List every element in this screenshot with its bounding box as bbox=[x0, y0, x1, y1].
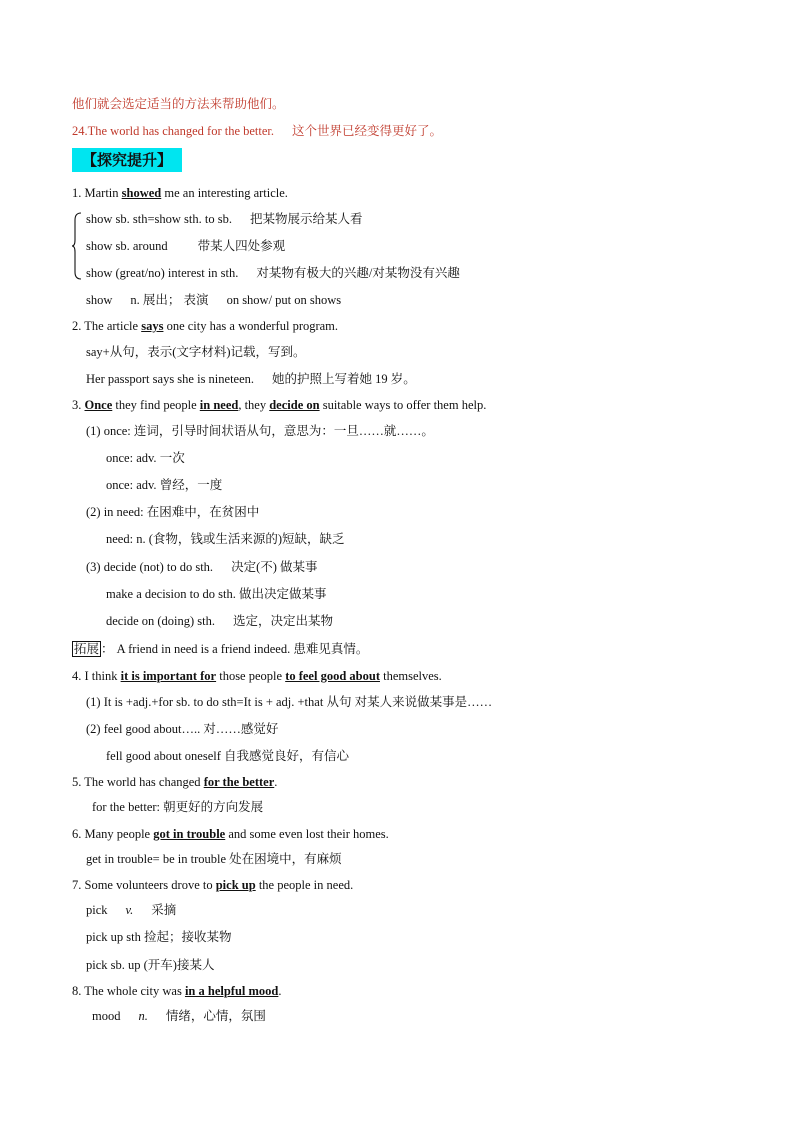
intro-line-24 bbox=[72, 123, 442, 139]
text: (1) once: bbox=[86, 424, 131, 438]
item-5-sentence bbox=[72, 774, 277, 790]
item-3-point-1 bbox=[86, 423, 434, 439]
item-number: 3. bbox=[72, 398, 82, 412]
item-1-sub-4 bbox=[86, 292, 341, 308]
text: on show/ put on shows bbox=[226, 293, 342, 307]
text: , they bbox=[238, 398, 270, 412]
text: 对……感觉好 bbox=[203, 722, 279, 736]
text: 决定(不) 做某事 bbox=[231, 560, 318, 574]
item-number: 4. bbox=[72, 669, 82, 683]
text: 她的护照上写着她 19 岁。 bbox=[272, 372, 416, 386]
section-title: 【探究提升】 bbox=[72, 148, 182, 172]
text: for the better: bbox=[92, 800, 161, 814]
text: and some even lost their homes. bbox=[225, 827, 389, 841]
text: 曾经，一度 bbox=[159, 478, 223, 492]
text: 表演 bbox=[183, 293, 209, 307]
item-3-point-3 bbox=[86, 559, 318, 575]
text: The article bbox=[84, 319, 142, 333]
keyword: pick up bbox=[215, 878, 256, 892]
item-2-note-1: say+从句，表示(文字材料)记载，写到。 bbox=[86, 345, 306, 359]
text: me an interesting article. bbox=[161, 186, 288, 200]
text: suitable ways to offer them help. bbox=[319, 398, 487, 412]
item-7-note-3 bbox=[86, 957, 214, 973]
item-number: 8. bbox=[72, 984, 82, 998]
keyword: in need bbox=[199, 398, 239, 412]
text: (开车)接某人 bbox=[143, 958, 215, 972]
text: 患难见真情。 bbox=[293, 642, 369, 656]
item-number: 1. bbox=[72, 186, 82, 200]
item-1-sub-2 bbox=[86, 238, 285, 254]
item-8-sentence bbox=[72, 983, 282, 999]
text: decide on (doing) sth. bbox=[106, 614, 216, 628]
item-number: 2. bbox=[72, 319, 82, 333]
text: The world has changed bbox=[84, 775, 204, 789]
text: I think bbox=[84, 669, 121, 683]
text: 捡起；接收某物 bbox=[143, 930, 232, 944]
text: once: adv. bbox=[106, 451, 157, 465]
text: make a decision to do sth. bbox=[106, 587, 236, 601]
text: (1) It is +adj.+for sb. to do sth=It is + adj. +that bbox=[86, 695, 324, 709]
text: one city has a wonderful program. bbox=[163, 319, 339, 333]
text: 选定，决定出某物 bbox=[233, 614, 334, 628]
text: n. bbox=[130, 293, 140, 307]
item-3-point-2a: need: n. (食物，钱或生活来源的)短缺，缺乏 bbox=[106, 532, 345, 546]
item-4-point-2a bbox=[106, 748, 349, 764]
text: show bbox=[86, 293, 113, 307]
item-1-sub-1 bbox=[86, 211, 362, 227]
keyword: decide on bbox=[269, 398, 320, 412]
text: Her passport says she is nineteen. bbox=[86, 372, 255, 386]
text: Some volunteers drove to bbox=[84, 878, 216, 892]
keyword: to feel good about bbox=[285, 669, 380, 683]
text: show sb. sth=show sth. to sb. bbox=[86, 212, 232, 226]
item-3-point-2 bbox=[86, 504, 259, 520]
text: (2) in need: bbox=[86, 505, 144, 519]
text: the people in need. bbox=[255, 878, 354, 892]
text: A friend in need is a friend indeed. bbox=[116, 642, 291, 656]
text: (3) decide (not) to do sth. bbox=[86, 560, 214, 574]
text: fell good about oneself bbox=[106, 749, 221, 763]
item-3-point-3a bbox=[106, 586, 326, 602]
item-5-note bbox=[92, 799, 263, 815]
text: pick up sth bbox=[86, 930, 141, 944]
keyword: for the better bbox=[203, 775, 275, 789]
item-1-sentence bbox=[72, 185, 288, 201]
text: 做出决定做某事 bbox=[238, 587, 327, 601]
text: 采摘 bbox=[151, 903, 177, 917]
text: v. bbox=[125, 903, 134, 917]
keyword: Once bbox=[84, 398, 113, 412]
text: 从句 对某人来说做某事是…… bbox=[326, 695, 493, 709]
text: ： bbox=[101, 642, 114, 656]
item-3-point-3b bbox=[106, 613, 333, 629]
text: 处在困境中，有麻烦 bbox=[229, 852, 342, 866]
text: 一次 bbox=[159, 451, 185, 465]
item-4-sentence bbox=[72, 668, 442, 684]
extension-label: 拓展 bbox=[74, 642, 100, 656]
text: pick sb. up bbox=[86, 958, 141, 972]
item-6-note bbox=[86, 851, 342, 867]
keyword: showed bbox=[121, 186, 162, 200]
text: show (great/no) interest in sth. bbox=[86, 266, 239, 280]
item-6-sentence bbox=[72, 826, 389, 842]
text: show sb. around bbox=[86, 239, 168, 253]
text: n. bbox=[138, 1009, 148, 1023]
text: those people bbox=[216, 669, 286, 683]
text: they find people bbox=[112, 398, 200, 412]
item-2-sentence bbox=[72, 318, 338, 334]
item-7-note-1 bbox=[86, 902, 176, 918]
text: 情绪，心情，氛围 bbox=[165, 1009, 266, 1023]
text: 在困难中，在贫困中 bbox=[146, 505, 260, 519]
text: 连词，引导时间状语从句，意思为：一旦……就……。 bbox=[133, 424, 434, 438]
text: mood bbox=[92, 1009, 121, 1023]
item-3-sentence bbox=[72, 397, 486, 413]
item-3-point-1a bbox=[106, 450, 185, 466]
item-3-extension bbox=[72, 641, 368, 657]
item-number: 5. bbox=[72, 775, 82, 789]
item-2-note-2 bbox=[86, 371, 416, 387]
text: Many people bbox=[84, 827, 154, 841]
keyword: in a helpful mood bbox=[184, 984, 279, 998]
brace-icon bbox=[72, 212, 82, 280]
item-4-point-2 bbox=[86, 721, 278, 737]
keyword: it is important for bbox=[120, 669, 217, 683]
text: 对某物有极大的兴趣/对某物没有兴趣 bbox=[256, 266, 460, 280]
intro-24-en: The world has changed for the better. bbox=[87, 124, 275, 138]
intro-24-cn: 这个世界已经变得更好了。 bbox=[292, 124, 443, 138]
text: 展出； bbox=[142, 293, 181, 307]
item-7-sentence bbox=[72, 877, 353, 893]
text: 自我感觉良好，有信心 bbox=[224, 749, 350, 763]
text: (2) feel good about….. bbox=[86, 722, 201, 736]
text: 朝更好的方向发展 bbox=[163, 800, 264, 814]
item-1-sub-3 bbox=[86, 265, 460, 281]
item-3-point-1b bbox=[106, 477, 222, 493]
text: Martin bbox=[84, 186, 122, 200]
intro-line-1: 他们就会选定适当的方法来帮助他们。 bbox=[72, 97, 285, 111]
keyword: says bbox=[141, 319, 164, 333]
intro-24-num: 24. bbox=[72, 124, 88, 138]
item-number: 7. bbox=[72, 878, 82, 892]
text: themselves. bbox=[379, 669, 442, 683]
item-8-note bbox=[92, 1008, 266, 1024]
text: get in trouble= be in trouble bbox=[86, 852, 227, 866]
text: once: adv. bbox=[106, 478, 157, 492]
item-number: 6. bbox=[72, 827, 82, 841]
text: 把某物展示给某人看 bbox=[249, 212, 363, 226]
item-4-point-1 bbox=[86, 694, 492, 710]
text: 带某人四处参观 bbox=[197, 239, 286, 253]
keyword: got in trouble bbox=[153, 827, 226, 841]
text: The whole city was bbox=[84, 984, 185, 998]
text: . bbox=[274, 775, 278, 789]
text: . bbox=[278, 984, 282, 998]
item-7-note-2 bbox=[86, 929, 232, 945]
text: pick bbox=[86, 903, 108, 917]
